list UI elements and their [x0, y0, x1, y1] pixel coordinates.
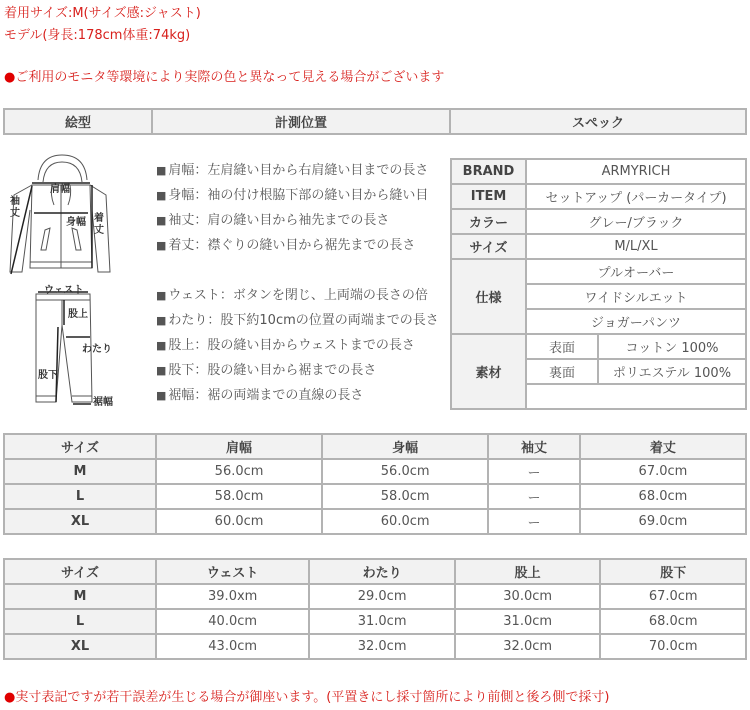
table-cell: 40.0cm — [156, 609, 309, 634]
spec-value-color: グレー/ブラック — [526, 209, 746, 234]
pants-drawing-icon — [0, 280, 150, 410]
col-header: 股下 — [600, 559, 746, 584]
footer-note — [4, 686, 609, 705]
measurement-item: ■ 股下：股の縫い目から裾までの長さ — [156, 363, 377, 378]
footer-note-text: 実寸表記ですが若干誤差が生じる場合が御座います。(平置きにし採寸箇所により前側と後ろ側で採寸) — [15, 690, 610, 705]
table-cell: 58.0cm — [322, 484, 488, 509]
square-bullet-icon: ■ — [156, 314, 167, 327]
pants-illustration — [0, 280, 150, 410]
square-bullet-icon: ■ — [156, 189, 167, 202]
table-cell: ー — [488, 509, 580, 534]
bottoms-measurement-list — [156, 283, 439, 408]
bottoms-size-table — [3, 558, 747, 660]
spec-material-part: 裏面 — [526, 359, 598, 384]
col-header: 身幅 — [322, 434, 488, 459]
spec-row-material — [451, 334, 746, 359]
measurement-item: ■ 肩幅：左肩縫い目から右肩縫い目までの長さ — [156, 163, 429, 178]
measurement-item: ■ 股上：股の縫い目からウェストまでの長さ — [156, 338, 415, 353]
row-size: M — [4, 459, 156, 484]
row-size: XL — [4, 634, 156, 659]
red-dot-icon: ● — [4, 70, 16, 85]
label-length-1: 着 — [94, 213, 104, 224]
spec-value-item: セットアップ (パーカータイプ) — [526, 184, 746, 209]
red-dot-icon: ● — [4, 690, 16, 705]
header-spec: スペック — [450, 109, 746, 134]
table-cell: 56.0cm — [322, 459, 488, 484]
table-cell: 60.0cm — [156, 509, 322, 534]
table-row — [4, 584, 746, 609]
table-row — [4, 459, 746, 484]
measurement-item: ■ 着丈：襟ぐりの縫い目から裾先までの長さ — [156, 238, 416, 253]
col-header: 着丈 — [580, 434, 746, 459]
table-cell: 30.0cm — [455, 584, 601, 609]
spec-feature: プルオーバー — [526, 259, 746, 284]
row-size: L — [4, 609, 156, 634]
spec-label-size: サイズ — [451, 234, 526, 259]
spec-label-color: カラー — [451, 209, 526, 234]
tops-size-table — [3, 433, 747, 535]
label-inseam: 股下 — [38, 370, 58, 381]
spec-row-color — [451, 209, 746, 234]
table-cell: 67.0cm — [580, 459, 746, 484]
wearing-size-note: 着用サイズ:M(サイズ感:ジャスト) — [4, 6, 201, 21]
spec-feature: ワイドシルエット — [526, 284, 746, 309]
table-cell: 70.0cm — [600, 634, 746, 659]
table-header-row — [4, 559, 746, 584]
label-length-2: 丈 — [94, 225, 104, 236]
section-header-table — [3, 108, 747, 135]
table-header-row — [4, 434, 746, 459]
spec-label-material: 素材 — [451, 334, 526, 409]
spec-material-part: 表面 — [526, 334, 598, 359]
table-cell: 43.0cm — [156, 634, 309, 659]
color-notice — [4, 66, 444, 85]
square-bullet-icon: ■ — [156, 214, 167, 227]
col-header: 袖丈 — [488, 434, 580, 459]
label-hem-width: 裾幅 — [93, 397, 113, 408]
square-bullet-icon: ■ — [156, 289, 167, 302]
table-cell: 39.0xm — [156, 584, 309, 609]
spec-feature: ジョガーパンツ — [526, 309, 746, 334]
spec-empty-cell — [526, 384, 746, 409]
spec-material-value: コットン 100% — [598, 334, 746, 359]
label-thigh: わたり — [82, 344, 112, 355]
table-cell: 32.0cm — [309, 634, 455, 659]
table-cell: 56.0cm — [156, 459, 322, 484]
table-cell: 60.0cm — [322, 509, 488, 534]
spec-row-features — [451, 259, 746, 284]
row-size: M — [4, 584, 156, 609]
spec-row-size — [451, 234, 746, 259]
hoodie-illustration — [0, 150, 150, 280]
table-cell: 31.0cm — [455, 609, 601, 634]
spec-table — [450, 158, 747, 410]
spec-label-brand: BRAND — [451, 159, 526, 184]
table-cell: 29.0cm — [309, 584, 455, 609]
header-measurement-position: 計測位置 — [152, 109, 450, 134]
table-cell: 31.0cm — [309, 609, 455, 634]
row-size: XL — [4, 509, 156, 534]
table-cell: 67.0cm — [600, 584, 746, 609]
model-info-note: モデル(身長:178cm体重:74kg) — [4, 28, 191, 43]
col-header: 肩幅 — [156, 434, 322, 459]
tops-measurement-list — [156, 158, 428, 258]
square-bullet-icon: ■ — [156, 389, 167, 402]
label-waist: ウェスト — [44, 285, 84, 296]
col-header: わたり — [309, 559, 455, 584]
table-row — [4, 634, 746, 659]
spec-material-value: ポリエステル 100% — [598, 359, 746, 384]
row-size: L — [4, 484, 156, 509]
table-cell: 68.0cm — [580, 484, 746, 509]
col-header: サイズ — [4, 434, 156, 459]
label-sleeve-length-2: 丈 — [10, 208, 20, 219]
square-bullet-icon: ■ — [156, 364, 167, 377]
label-body-width: 身幅 — [66, 217, 86, 228]
spec-label-features: 仕様 — [451, 259, 526, 334]
col-header: ウェスト — [156, 559, 309, 584]
square-bullet-icon: ■ — [156, 239, 167, 252]
table-cell: 58.0cm — [156, 484, 322, 509]
spec-value-brand: ARMYRICH — [526, 159, 746, 184]
table-row — [4, 509, 746, 534]
spec-label-item: ITEM — [451, 184, 526, 209]
table-row — [4, 609, 746, 634]
table-cell: ー — [488, 484, 580, 509]
square-bullet-icon: ■ — [156, 164, 167, 177]
measurement-item: ■ わたり：股下約10cmの位置の両端までの長さ — [156, 313, 439, 328]
measurement-item: ■ 裾幅：裾の両端までの直線の長さ — [156, 388, 364, 403]
spec-row-item — [451, 184, 746, 209]
label-shoulder-width: 肩幅 — [50, 184, 70, 195]
table-cell: 69.0cm — [580, 509, 746, 534]
color-notice-text: ご利用のモニタ等環境により実際の色と異なって見える場合がございます — [15, 70, 445, 85]
spec-row-brand — [451, 159, 746, 184]
col-header: サイズ — [4, 559, 156, 584]
square-bullet-icon: ■ — [156, 339, 167, 352]
table-cell: 32.0cm — [455, 634, 601, 659]
measurement-item: ■ 身幅：袖の付け根脇下部の縫い目から縫い目 — [156, 188, 429, 203]
measurement-item: ■ 袖丈：肩の縫い目から袖先までの長さ — [156, 213, 390, 228]
col-header: 股上 — [455, 559, 601, 584]
header-illustration: 絵型 — [4, 109, 152, 134]
spec-value-size: M/L/XL — [526, 234, 746, 259]
table-cell: ー — [488, 459, 580, 484]
label-rise: 股上 — [68, 309, 88, 320]
measurement-item: ■ ウェスト：ボタンを閉じ、上両端の長さの倍 — [156, 288, 428, 303]
table-cell: 68.0cm — [600, 609, 746, 634]
table-row — [4, 484, 746, 509]
label-sleeve-length-1: 袖 — [10, 196, 20, 207]
